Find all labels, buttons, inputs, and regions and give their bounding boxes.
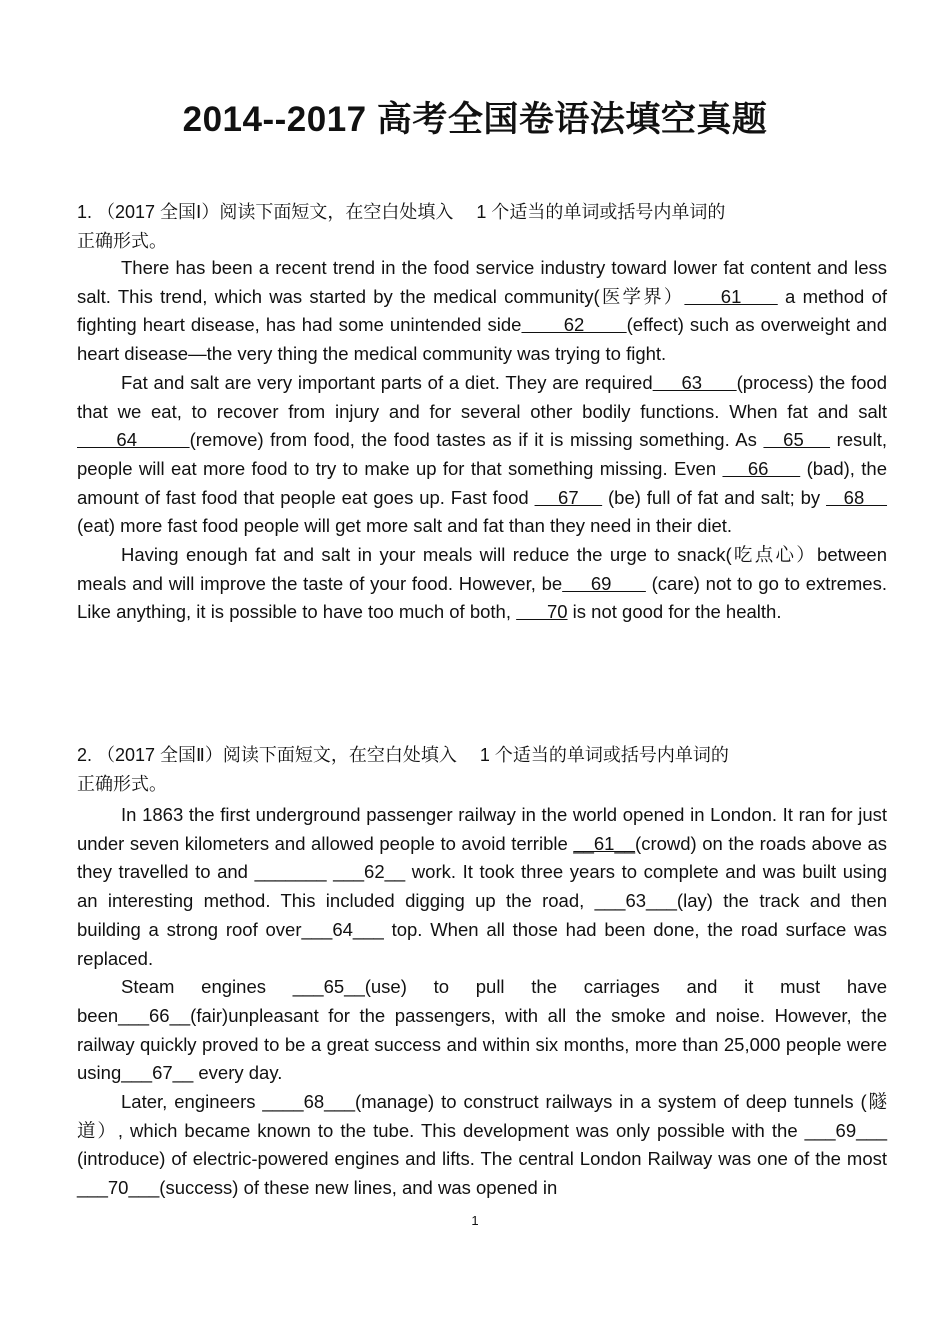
question-1-heading — [77, 198, 877, 256]
blank-2-64: ___64___ — [301, 918, 384, 940]
question-2-instruction: 2. （2017 全国Ⅱ）阅读下面短文，在空白处填入 1 个适当的单词或括号内单词的 — [77, 745, 729, 765]
document-title: 2014--2017 高考全国卷语法填空真题 — [182, 100, 768, 139]
blank-68: 68 — [826, 486, 888, 508]
question-1-passage — [77, 254, 887, 627]
blank-63: 63 — [652, 371, 737, 393]
page-number: 1 — [471, 1213, 479, 1228]
blank-61: 61 — [684, 285, 778, 307]
passage-2-paragraph-3: Later, engineers ____68___(manage) to construct railways in a system of deep tunnels (隧道）, which became known to the tube. This development was only possible with the ___69___ (introduce) of electric-powered engines and lifts. The central London Railway was one of the most ___70___(success) of these new lines, and was opened in — [77, 1091, 887, 1199]
passage-2-paragraph-2: Steam engines ___65__(use) to pull the carriages and it must have been___66__(fair)unpleasant for the passengers, with all the smoke and noise. However, the railway quickly proved to be a great success and within six months, more than 25,000 people were using___67__ every day. — [77, 976, 887, 1084]
question-2-heading — [77, 741, 877, 799]
blank-62: 62 — [521, 314, 627, 336]
question-1-instruction-cont: 正确形式。 — [77, 231, 167, 251]
question-1-instruction: 1. （2017 全国Ⅰ）阅读下面短文，在空白处填入 1 个适当的单词或括号内单词的 — [77, 202, 726, 222]
blank-2-62: _______ ___62__ — [254, 861, 406, 883]
passage-1-paragraph-3: Having enough fat and salt in your meals will reduce the urge to snack(吃点心）between meals and will improve the taste of your food. However, be 69 (care) not to go to extremes. Like anything, it is possible to have too much of both, 70 is not good for the health. — [77, 544, 887, 623]
passage-2-paragraph-1: In 1863 the first underground passenger railway in the world opened in London. It ran for just under seven kilometers and allowed people to avoid terrible __61__(crowd) on the roads above as they travelled to and _______ ___62__ work. It took three years to complete and was built using an interesting method. This included digging up the road, ___63___(lay) the track and then building a strong roof over___64___ top. When all those had been done, the road surface was replaced. — [77, 804, 887, 969]
blank-66: 66 — [722, 457, 801, 479]
blank-64: 64 — [77, 429, 190, 451]
blank-2-61: __61__ — [573, 832, 636, 854]
question-2-instruction-cont: 正确形式。 — [77, 774, 167, 794]
blank-67: 67 — [534, 486, 603, 508]
passage-1-paragraph-1: There has been a recent trend in the food service industry toward lower fat content and less salt. This trend, which was started by the medical community(医学界） 61 a method of fighting heart disease, has had some unintended side 62 (effect) such as overweight and heart disease—the very thing the medical community was trying to fight. — [77, 257, 888, 365]
blank-70: 70 — [516, 601, 568, 623]
blank-2-63: ___63___ — [594, 890, 677, 912]
blank-65: 65 — [763, 429, 831, 451]
passage-1-paragraph-2: Fat and salt are very important parts of a diet. They are required 63 (process) the food that we eat, to recover from injury and for several other bodily functions. When fat and salt 64 (remove) from food, the food tastes as if it is missing something. As 65 result, people will eat more food to try to make up for that something missing. Even 66 (bad), the amount of fast food that people eat goes up. Fast food 67 (be) full of fat and salt; by 68 (eat) more fast food people will get more salt and fat than they need in their diet. — [77, 371, 888, 537]
question-2-passage — [77, 801, 887, 1203]
blank-69: 69 — [562, 572, 646, 594]
